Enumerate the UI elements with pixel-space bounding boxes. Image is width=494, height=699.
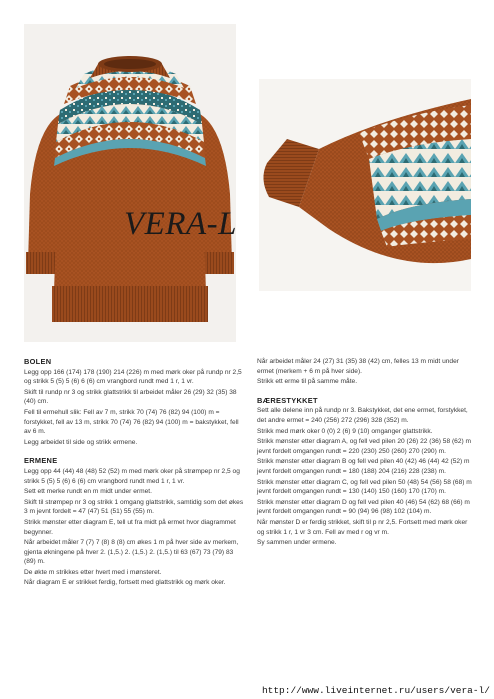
- paragraph: Strikk mønster etter diagram B og fell ved pilen 40 (42) 46 (44) 42 (52) m jevnt fordelt omgangen rundt = 180 (188) 204 (216) 228 (238) m.: [257, 458, 470, 475]
- section-title-baerestykket: BÆRESTYKKET: [257, 395, 318, 405]
- paragraph: Strikk mønster etter diagram D og fell ved pilen 40 (46) 54 (62) 68 (66) m jevnt fordelt omgangen rundt = 90 (94) 96 (98) 102 (104) m.: [257, 498, 470, 516]
- paragraph: Sett ett merke rundt en m midt under ermet.: [24, 488, 152, 496]
- paragraph: Legg opp 44 (44) 48 (48) 52 (52) m med mørk oker på strømpep nr 2,5 og strikk 5 (5) 5 (6) 6 (6) cm vrangbord rundt med 1 r, 1 vr.: [24, 467, 240, 485]
- paragraph: Sett alle delene inn på rundp nr 3. Bakstykket, det ene ermet, forstykket, det andre ermet = 240 (256) 272 (296) 328 (352) m.: [257, 407, 468, 424]
- sleeve-photo: [259, 79, 471, 291]
- paragraph: Strikk ett erme til på samme måte.: [257, 378, 358, 386]
- paragraph: Strikk mønster etter diagram C, og fell ved pilen 50 (48) 54 (56) 58 (68) m jevnt fordelt omgangen rundt = 130 (140) 150 (160) 170 (170) m.: [257, 478, 472, 496]
- sweater-illustration: [24, 24, 236, 342]
- paragraph: Når diagram E er strikket ferdig, fortsett med glattstrikk og mørk oker.: [24, 579, 226, 587]
- paragraph: Skift til rundp nr 3 og strikk glattstrikk til arbeidet måler 26 (29) 32 (35) 38 (40) cm.: [24, 388, 237, 406]
- paragraph: De økte m strikkes etter hvert med i mønsteret.: [24, 568, 162, 576]
- source-url: http://www.liveinternet.ru/users/vera-l/: [261, 685, 490, 696]
- paragraph: Når arbeidet måler 7 (7) 7 (8) 8 (8) cm økes 1 m på hver side av merkem, gjenta økningene på hver 2. (1,5.) 2. (1,5.) 2. (1,5.) til 63 (67) 73 (79) 83 (89) m.: [24, 539, 239, 566]
- paragraph: Strikk mønster etter diagram E, tell ut fra midt på ermet hvor diagrammet begynner.: [24, 518, 236, 536]
- paragraph: Når arbeidet måler 24 (27) 31 (35) 38 (42) cm, felles 13 m midt under ermet (merkem + 6 m på hver side).: [257, 358, 459, 375]
- paragraph: Legg opp 166 (174) 178 (190) 214 (226) m med mørk oker på rundp nr 2,5 og strikk 5 (5) 5 (6) 6 (6) cm vrangbord rundt med 1 r, 1 vr.: [24, 368, 242, 386]
- section-title-ermene: ERMENE: [24, 456, 58, 466]
- bolen-text: [24, 368, 246, 448]
- right-column: [257, 357, 473, 548]
- sleeve-finish-text: [257, 357, 473, 387]
- paragraph: Sy sammen under ermene.: [257, 539, 337, 547]
- paragraph: Når mønster D er ferdig strikket, skift til p nr 2,5. Fortsett med mørk oker og strikk 1 r, 1 vr 3 cm. Fell av med r og vr m.: [257, 518, 468, 536]
- watermark-text: VERA-L: [124, 206, 237, 242]
- left-column: [24, 357, 246, 588]
- paragraph: Strikk med mørk oker 0 (0) 2 (6) 9 (10) omganger glattstrikk.: [257, 427, 433, 435]
- paragraph: Legg arbeidet til side og strikk ermene.: [24, 438, 138, 446]
- section-title-bolen: BOLEN: [24, 357, 52, 366]
- sweater-photo: [24, 24, 236, 342]
- paragraph: Fell til ermehull slik: Fell av 7 m, strikk 70 (74) 76 (82) 94 (100) m = forstykket, fell av 13 m, strikk 70 (74) 76 (82) 94 (100) m = bakstykket, fell av 6 m.: [24, 408, 239, 436]
- paragraph: Strikk mønster etter diagram A, og fell ved pilen 20 (26) 22 (36) 58 (62) m jevnt fordelt omgangen rundt = 220 (230) 250 (260) 270 (290) m.: [257, 438, 472, 455]
- baerestykket-text: [257, 406, 473, 547]
- ermene-text: [24, 467, 246, 588]
- sleeve-illustration: [259, 79, 471, 291]
- paragraph: Skift til strømpep nr 3 og strikk 1 omgang glattstrikk, samtidig som det økes 3 m jevnt fordelt = 47 (47) 51 (51) 55 (55) m.: [24, 498, 244, 516]
